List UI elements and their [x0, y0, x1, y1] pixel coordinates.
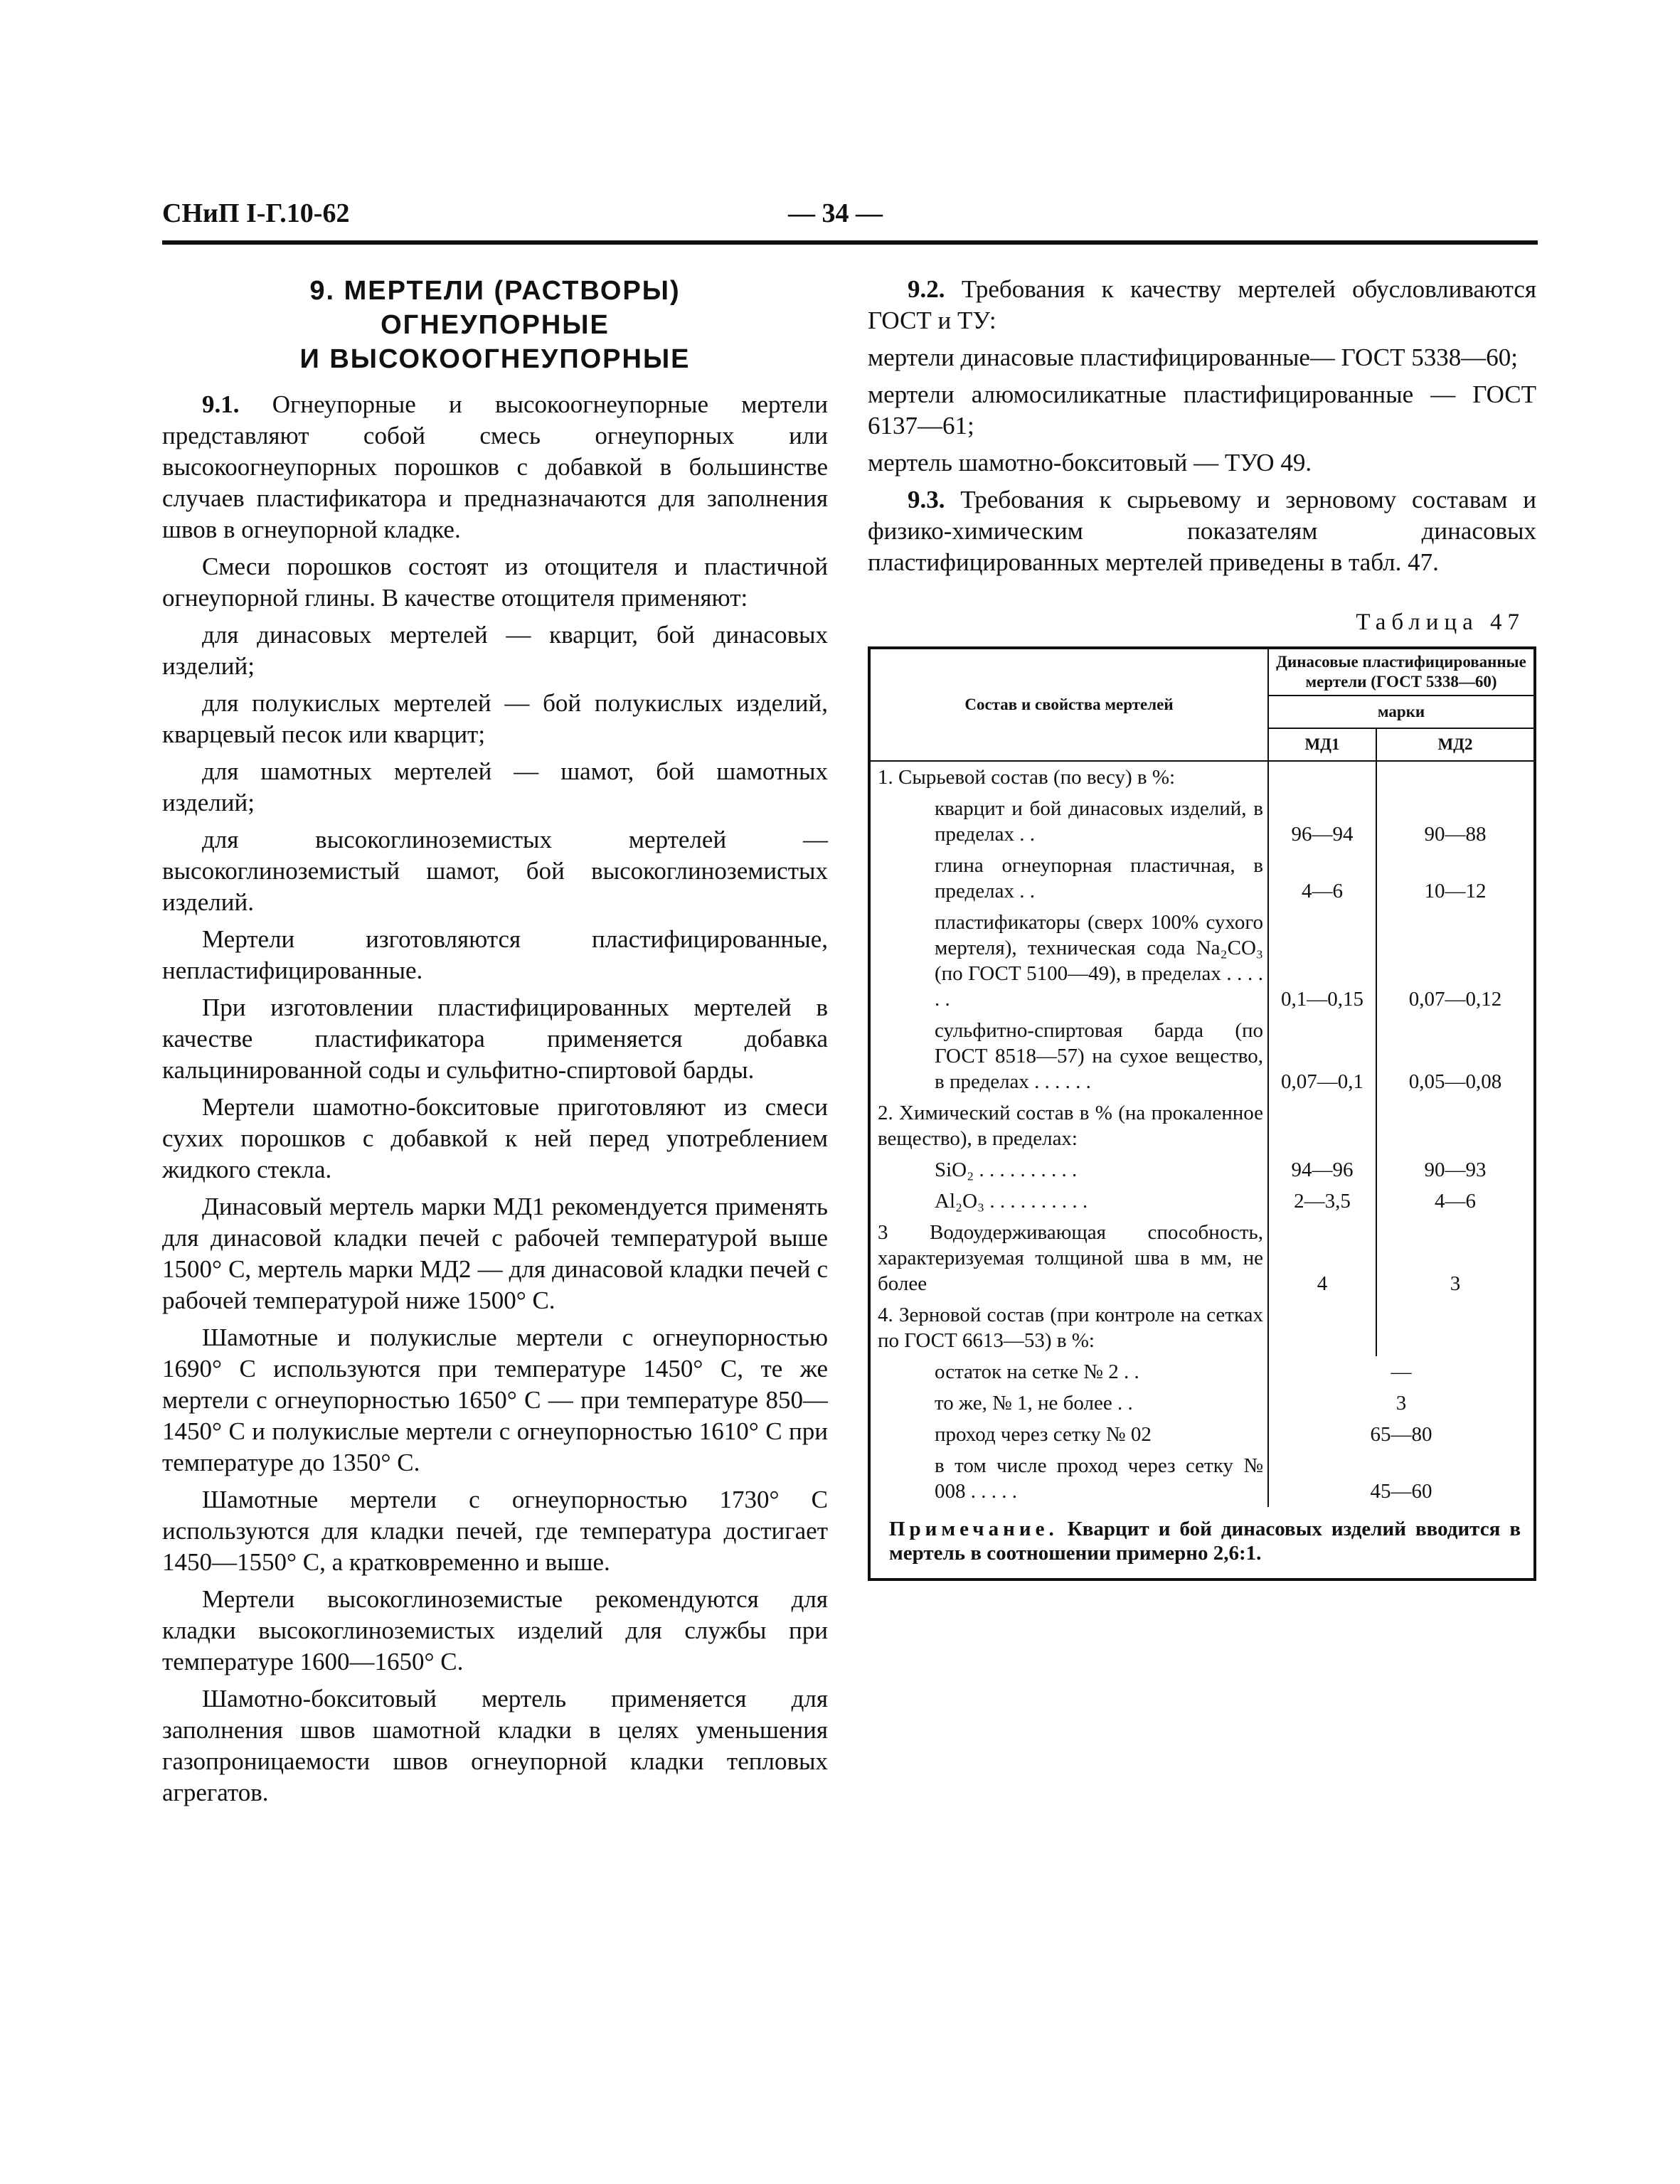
right-column — [868, 274, 1536, 1581]
document-code: СНиП I-Г.10-62 — [162, 198, 350, 228]
table-row — [871, 1015, 1533, 1097]
page-header — [162, 198, 1538, 240]
table-row — [871, 1154, 1533, 1186]
paragraph — [162, 1092, 828, 1186]
paragraph-text: Смеси порошков состоят из отощителя и пластичной огнеупорной глины. В качестве отощителя применяют: — [162, 553, 828, 612]
left-paragraphs — [162, 389, 828, 1809]
row-label: 2. Химический состав в % (на прокаленное вещество), в пределах: — [871, 1097, 1268, 1154]
paragraph — [162, 1322, 828, 1479]
properties-table — [871, 649, 1533, 1507]
paragraph — [162, 924, 828, 986]
paragraph — [162, 756, 828, 819]
table-row — [871, 1186, 1533, 1217]
note-text: Кварцит и бой динасовых изделий вводится в мертель в соотношении примерно 2,6:1. — [889, 1518, 1521, 1565]
table-row — [871, 907, 1533, 1015]
table-caption: Таблица 47 — [1356, 609, 1525, 635]
section-title-line: 9. МЕРТЕЛИ (РАСТВОРЫ) — [309, 276, 681, 306]
table-row — [871, 1419, 1533, 1450]
paragraph — [162, 619, 828, 682]
header-md2: МД2 — [1376, 728, 1533, 761]
paragraph-text: Мертели шамотно-бокситовые приготовляют из смеси сухих порошков с добавкой к ней перед употреблением жидкого стекла. — [162, 1093, 828, 1183]
paragraph-text: для динасовых мертелей — кварцит, бой динасовых изделий; — [162, 621, 828, 680]
value-md2: 0,05—0,08 — [1408, 1070, 1502, 1093]
section-title — [162, 274, 828, 376]
paragraph-9-3 — [868, 484, 1536, 578]
value-md1: 96—94 — [1268, 793, 1376, 850]
value-md2: 3 — [1450, 1272, 1461, 1295]
value-md1: 4 — [1268, 1217, 1376, 1299]
row-label: SiO₂ . . . . . . . . . . — [871, 1154, 1268, 1186]
value-md1 — [1268, 761, 1376, 793]
row-label: 1. Сырьевой состав (по весу) в %: — [871, 761, 1268, 793]
paragraph — [162, 992, 828, 1086]
table-note — [871, 1507, 1533, 1578]
value-md2: 10—12 — [1424, 880, 1487, 902]
paragraph-text: Шамотные мертели с огнеупорностью 1730° С используются для кладки печей, где температура достигает 1450—1550° С, а кратковременно и выше. — [162, 1486, 828, 1576]
paragraph-number: 9.2. — [908, 275, 945, 303]
row-label: остаток на сетке № 2 . . — [871, 1356, 1268, 1387]
table-body — [871, 761, 1533, 1507]
left-column — [162, 274, 828, 1814]
value-md2 — [1376, 1299, 1533, 1356]
value-both-marks: — — [1391, 1360, 1412, 1383]
value-md2 — [1376, 761, 1533, 793]
table-row — [871, 850, 1533, 907]
paragraph-text: Мертели изготовляются пластифицированные, непластифицированные. — [162, 925, 828, 984]
row-label: кварцит и бой динасовых изделий, в пределах . . — [871, 793, 1268, 850]
paragraph-text: Требования к сырьевому и зерновому составам и физико-химическим показателям динасовых пластифицированных мертелей приведены в табл. 47. — [868, 486, 1536, 576]
row-label: пластификаторы (сверх 100% сухого мертеля), техническая сода Na₂CO₃ (по ГОСТ 5100—49), в пределах . . . . . . — [871, 907, 1268, 1015]
paragraph-9-2 — [868, 274, 1536, 336]
table-row — [871, 793, 1533, 850]
header-rule — [162, 240, 1538, 245]
paragraph-number: 9.1. — [202, 390, 240, 418]
paragraph — [162, 389, 828, 545]
paragraph-text: При изготовлении пластифицированных мертелей в качестве пластификатора применяется добавка кальцинированной соды и сульфитно-спиртовой барды. — [162, 994, 828, 1084]
note-heading: Примечание. — [889, 1518, 1058, 1540]
value-md1: 0,1—0,15 — [1268, 907, 1376, 1015]
value-both-marks: 3 — [1395, 1392, 1407, 1415]
standard-item: мертель шамотно-бокситовый — ТУО 49. — [868, 449, 1312, 476]
table-row — [871, 1387, 1533, 1419]
row-label: проход через сетку № 02 — [871, 1419, 1268, 1450]
paragraph-text: Огнеупорные и высокоогнеупорные мертели представляют собой смесь огнеупорных или высокоогнеупорных порошков с добавкой в большинстве случаев пластификатора и предназначаются для заполнения швов в огнеупорной кладке. — [162, 390, 829, 543]
value-md1: 94—96 — [1268, 1154, 1376, 1186]
value-md2: 4—6 — [1435, 1190, 1476, 1213]
table-row — [871, 1299, 1533, 1356]
value-md1: 2—3,5 — [1268, 1186, 1376, 1217]
paragraph — [162, 551, 828, 614]
paragraph — [162, 688, 828, 750]
value-md2: 0,07—0,12 — [1408, 988, 1502, 1011]
section-title-line: ОГНЕУПОРНЫЕ — [381, 310, 610, 340]
paragraph — [162, 1683, 828, 1809]
value-md1 — [1268, 1299, 1376, 1356]
paragraph — [162, 1484, 828, 1578]
row-label: то же, № 1, не более . . — [871, 1387, 1268, 1419]
value-both-marks: 65—80 — [1370, 1423, 1432, 1446]
paragraph-text: Мертели высокоглиноземистые рекомендуются для кладки высокоглиноземистых изделий для службы при температуре 1600—1650° С. — [162, 1585, 828, 1676]
paragraph-text: Требования к качеству мертелей обусловливаются ГОСТ и ТУ: — [868, 275, 1537, 334]
standard-item: мертели алюмосиликатные пластифицированные — ГОСТ 6137—61; — [868, 380, 1536, 440]
section-title-line: И ВЫСОКООГНЕУПОРНЫЕ — [299, 344, 691, 374]
paragraph-text: Шамотные и полукислые мертели с огнеупорностью 1690° С используются при температуре 1450° С, те же мертели с огнеупорностью 1650° С — при температуре 850—1450° С и полукислые мертели с огнеупорностью 1610° С при температуре до 1350° С. — [162, 1323, 828, 1476]
paragraph-text: Динасовый мертель марки МД1 рекомендуется применять для динасовой кладки печей с рабочей температурой выше 1500° С, мертель марки МД2 — для динасовой кладки печей с рабочей температурой ниже 1500° С. — [162, 1193, 828, 1314]
page-number: — 34 — — [788, 198, 883, 228]
row-label: глина огнеупорная пластичная, в пределах . . — [871, 850, 1268, 907]
paragraph-number: 9.3. — [908, 486, 945, 513]
value-md2: 90—93 — [1424, 1158, 1487, 1181]
value-md2 — [1376, 1097, 1533, 1154]
row-label: 3 Водоудерживающая способность, характеризуемая толщиной шва в мм, не более — [871, 1217, 1268, 1299]
row-label: сульфитно-спиртовая барда (по ГОСТ 8518—57) на сухое вещество, в пределах . . . . . . — [871, 1015, 1268, 1097]
table-row — [871, 1356, 1533, 1387]
table-row — [871, 1097, 1533, 1154]
value-both-marks: 45—60 — [1370, 1480, 1432, 1503]
standard-item: мертели динасовые пластифицированные— ГОСТ 5338—60; — [868, 343, 1518, 371]
row-label: Al₂O₃ . . . . . . . . . . — [871, 1186, 1268, 1217]
paragraph — [162, 824, 828, 918]
row-label: 4. Зерновой состав (при контроле на сетках по ГОСТ 6613—53) в %: — [871, 1299, 1268, 1356]
table-47 — [868, 646, 1536, 1581]
row-label: в том числе проход через сетку № 008 . . . . . — [871, 1450, 1268, 1507]
table-row — [871, 761, 1533, 793]
header-composition: Состав и свойства мертелей — [871, 649, 1268, 761]
table-row — [871, 1450, 1533, 1507]
value-md1 — [1268, 1097, 1376, 1154]
header-md1: МД1 — [1268, 728, 1376, 761]
paragraph — [162, 1191, 828, 1316]
paragraph-text: для шамотных мертелей — шамот, бой шамотных изделий; — [162, 757, 828, 816]
header-group: Динасовые пластифицированные мертели (ГОСТ 5338—60) — [1268, 649, 1533, 696]
paragraph — [162, 1584, 828, 1678]
paragraph-text: для полукислых мертелей — бой полукислых изделий, кварцевый песок или кварцит; — [162, 689, 828, 748]
paragraph-text: для высокоглиноземистых мертелей — высокоглиноземистый шамот, бой высокоглиноземистых изделий. — [162, 826, 828, 916]
table-row — [871, 1217, 1533, 1299]
value-md1: 4—6 — [1268, 850, 1376, 907]
value-md2: 90—88 — [1424, 823, 1487, 846]
header-marks: марки — [1268, 696, 1533, 728]
value-md1: 0,07—0,1 — [1268, 1015, 1376, 1097]
paragraph-text: Шамотно-бокситовый мертель применяется для заполнения швов шамотной кладки в целях уменьшения газопроницаемости швов огнеупорной кладки тепловых агрегатов. — [162, 1685, 828, 1806]
